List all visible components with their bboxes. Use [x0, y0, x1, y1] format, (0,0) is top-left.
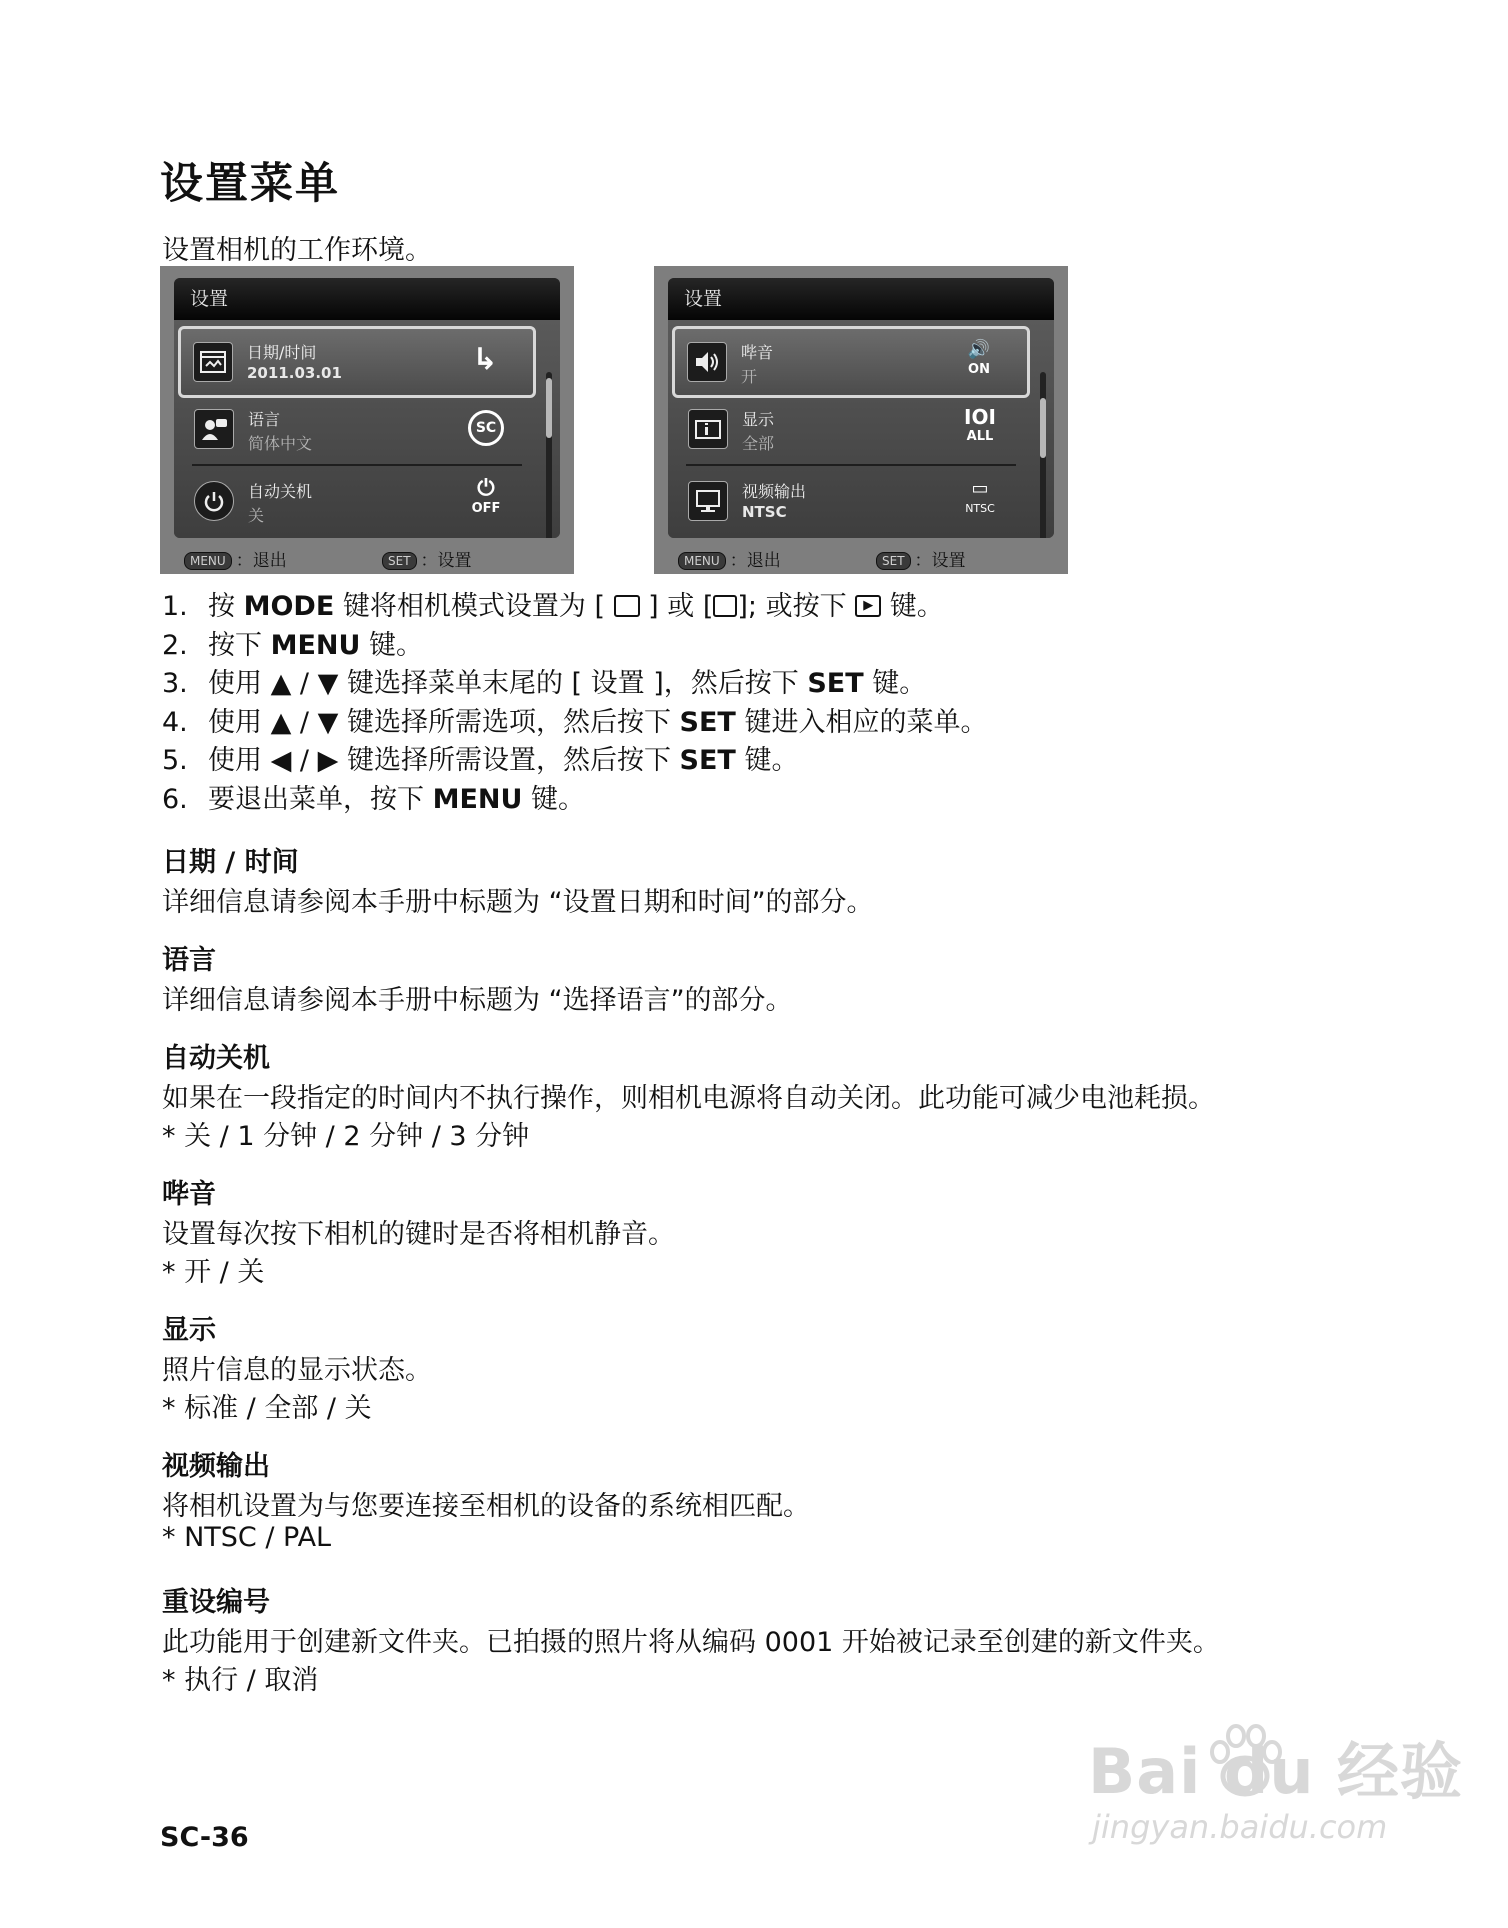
camera-screen-right: [654, 266, 1068, 574]
section-heading-auto-power-off: 自动关机: [162, 1043, 270, 1074]
section-heading-beep: 哔音: [162, 1179, 216, 1210]
menu-row-video-out: [676, 468, 1028, 534]
screen-footer: [654, 538, 1068, 574]
row-divider: [192, 464, 522, 466]
display-all-status: IOI ALL: [964, 405, 996, 444]
section-text: 如果在一段指定的时间内不执行操作，则相机电源将自动关闭。此功能可减少电池耗损。: [162, 1083, 1215, 1114]
section-heading-date-time: 日期 / 时间: [162, 847, 299, 878]
watermark-brand: Bai du 经验: [1088, 1735, 1464, 1808]
section-heading-reset-number: 重设编号: [162, 1587, 270, 1618]
footer-text: ：设置: [420, 551, 472, 571]
section-options: * 开 / 关: [162, 1257, 265, 1288]
row-label: 显示: [742, 410, 775, 429]
section-text: 将相机设置为与您要连接至相机的设备的系统相匹配。: [162, 1491, 810, 1522]
info-display-icon: [688, 409, 728, 449]
watermark-url: jingyan.baidu.com: [1092, 1808, 1388, 1846]
step-item: 4. 使用 ▲ / ▼ 键选择所需选项，然后按下 SET 键进入相应的菜单。: [162, 706, 988, 738]
row-value: 2011.03.01: [247, 364, 342, 382]
section-options: * 关 / 1 分钟 / 2 分钟 / 3 分钟: [162, 1121, 530, 1152]
person-chat-icon: [194, 409, 234, 449]
section-text: 设置每次按下相机的键时是否将相机静音。: [162, 1219, 675, 1250]
step-item: 3. 使用 ▲ / ▼ 键选择菜单末尾的 [ 设置 ]，然后按下 SET 键。: [162, 668, 927, 699]
set-key-icon: SET: [876, 552, 911, 570]
section-text: 详细信息请参阅本手册中标题为 “设置日期和时间”的部分。: [162, 887, 874, 918]
row-value: 关: [248, 506, 265, 525]
row-value: 开: [741, 367, 758, 386]
step-item: 2. 按下 MENU 键。: [162, 629, 424, 661]
power-icon: [194, 481, 234, 521]
video-mode-icon: [713, 595, 737, 617]
scrollbar: [546, 372, 552, 538]
speaker-icon: [687, 342, 727, 382]
footer-text: ：退出: [729, 551, 781, 571]
section-text: 此功能用于创建新文件夹。已拍摄的照片将从编码 0001 开始被记录至创建的新文件夹。: [162, 1627, 1220, 1658]
screen-footer: [160, 538, 574, 574]
section-heading-video-out: 视频输出: [162, 1451, 270, 1482]
section-options: * 执行 / 取消: [162, 1665, 319, 1696]
enter-arrow-icon: ↳: [472, 342, 498, 377]
section-heading-display: 显示: [162, 1315, 216, 1346]
section-options: * NTSC / PAL: [162, 1522, 332, 1553]
row-value: NTSC: [742, 503, 787, 521]
step-item: 6. 要退出菜单，按下 MENU 键。: [162, 783, 586, 815]
section-options: * 标准 / 全部 / 关: [162, 1393, 372, 1424]
row-label: 哔音: [741, 343, 774, 362]
steps-list: [162, 588, 987, 819]
row-label: 日期/时间: [247, 343, 317, 362]
menu-key-icon: MENU: [678, 552, 726, 570]
playback-icon: ▶: [855, 595, 881, 617]
section-heading-language: 语言: [162, 945, 216, 976]
page-number: SC-36: [160, 1822, 249, 1853]
step-item: 5. 使用 ◀ / ▶ 键选择所需设置，然后按下 SET 键。: [162, 745, 799, 776]
step-item: 1. 按 MODE 键将相机模式设置为 [ ] 或 [ ]; 或按下 ▶ 键。: [162, 591, 944, 622]
menu-key-icon: MENU: [184, 552, 232, 570]
section-text: 照片信息的显示状态。: [162, 1355, 432, 1386]
camera-mode-icon: [614, 595, 640, 617]
screen-header: 设置: [174, 278, 560, 320]
row-label: 自动关机: [248, 482, 313, 501]
set-key-icon: SET: [382, 552, 417, 570]
menu-row-display: [676, 396, 1028, 462]
footer-text: ：设置: [914, 551, 966, 571]
camera-screen-left: [160, 266, 574, 574]
beep-on-status: 🔊 ON: [967, 339, 991, 377]
ntsc-status: ▭ NTSC: [965, 478, 995, 515]
calendar-icon: [193, 342, 233, 382]
menu-row-auto-power-off: [182, 468, 534, 534]
row-value: 全部: [742, 434, 775, 453]
screen-header: 设置: [668, 278, 1054, 320]
row-label: 视频输出: [742, 482, 807, 501]
monitor-icon: [688, 481, 728, 521]
power-off-status: ⏻ OFF: [471, 476, 501, 516]
page-title: 设置菜单: [160, 159, 340, 209]
menu-row-beep: [672, 326, 1030, 398]
footer-text: ：退出: [235, 551, 287, 571]
intro-text: 设置相机的工作环境。: [162, 235, 432, 266]
section-text: 详细信息请参阅本手册中标题为 “选择语言”的部分。: [162, 985, 793, 1016]
menu-row-language: [182, 396, 534, 462]
row-divider: [686, 464, 1016, 466]
sc-language-icon: SC: [456, 404, 516, 446]
row-value: 简体中文: [248, 434, 313, 453]
menu-row-date-time: [178, 326, 536, 398]
row-label: 语言: [248, 410, 281, 429]
scrollbar: [1040, 372, 1046, 538]
